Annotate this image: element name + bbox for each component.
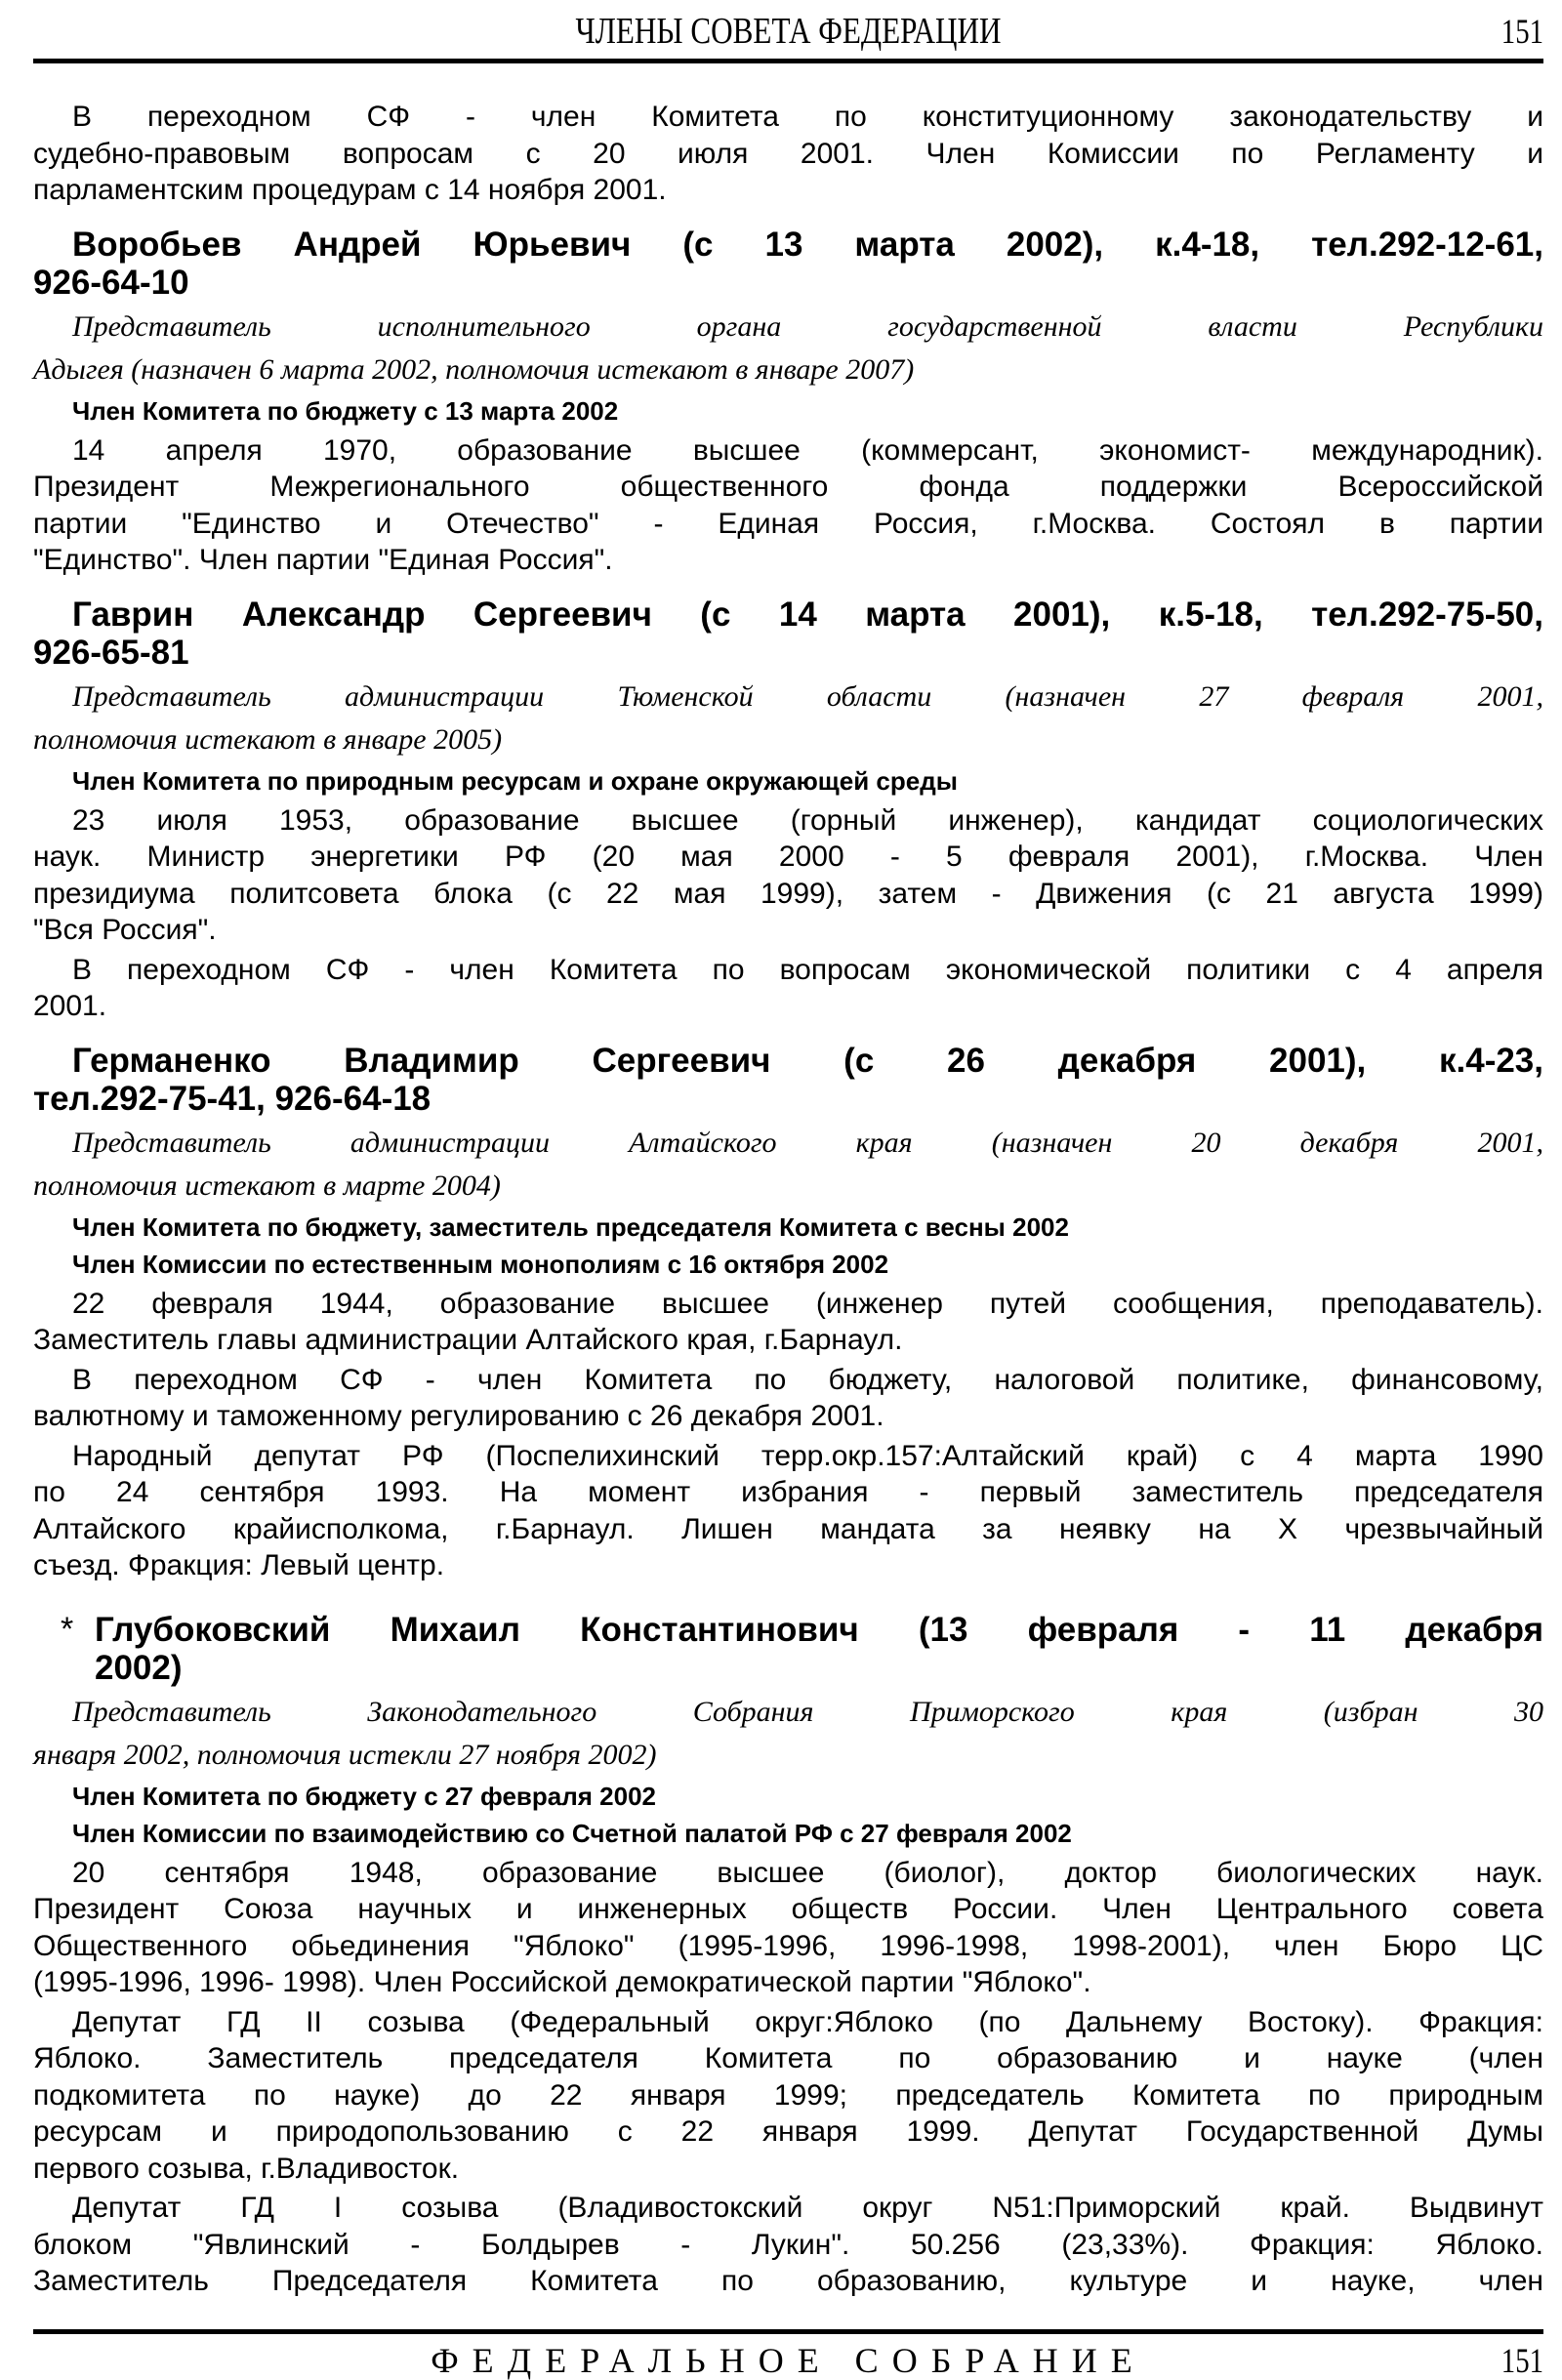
text-line: Алтайского крайисполкома, г.Барнаул. Лишен мандата за неявку на X чрезвычайный: [33, 1512, 1543, 1545]
committee-line: Член Комитета по бюджету с 27 февраля 2002: [72, 1781, 656, 1811]
text-line: тел.292-75-41, 926-64-18: [33, 1079, 432, 1118]
text-line: 14 апреля 1970, образование высшее (коммерсант, экономист- международник).: [72, 433, 1543, 467]
biography-paragraph: [33, 1438, 1543, 1584]
footer-page-number: 151: [1500, 2341, 1543, 2380]
text-line: парламентским процедурам с 14 ноября 2001.: [33, 174, 667, 206]
text-line: валютному и таможенному регулированию с 26 декабря 2001.: [33, 1400, 884, 1432]
text-line: съезд. Фракция: Левый центр.: [33, 1549, 445, 1581]
biography-paragraph: [33, 1286, 1543, 1359]
text-line: 2002): [95, 1648, 183, 1687]
member-name-heading: [33, 226, 1543, 302]
text-line: Яблоко. Заместитель председателя Комитета по образованию и науке (член: [33, 2042, 1543, 2074]
text-line: В переходном СФ - член Комитета по конституционному законодательству и: [72, 101, 1543, 133]
running-footer: [33, 2341, 1543, 2380]
text-line: Заместитель Председателя Комитета по образованию, культуре и науке, член: [33, 2265, 1543, 2297]
text-line: Заместитель главы администрации Алтайского края, г.Барнаул.: [33, 1324, 903, 1356]
biography-paragraph: [33, 952, 1543, 1025]
committee-line: Член Комитета по бюджету, заместитель председателя Комитета с весны 2002: [72, 1211, 1069, 1242]
footer-title: ФЕДЕРАЛЬНОЕ СОБРАНИЕ: [431, 2341, 1146, 2380]
text-line: Представитель администрации Тюменской области (назначен 27 февраля 2001,: [72, 679, 1543, 713]
asterisk-mark: *: [61, 1610, 74, 1648]
text-line: Представитель Законодательного Собрания Приморского края (избран 30: [72, 1695, 1543, 1728]
text-line: Президент Межрегионального общественного фонда поддержки Всероссийской: [33, 471, 1543, 503]
text-line: судебно-правовым вопросам с 20 июля 2001. Член Комиссии по Регламенту и: [33, 137, 1543, 170]
member-name-heading: [33, 1042, 1543, 1118]
text-line: Общественного обьединения "Яблоко" (1995-1996, 1996-1998, 1998-2001), член Бюро ЦС: [33, 1929, 1543, 1962]
text-line: полномочия истекают в марте 2004): [33, 1169, 501, 1202]
biography-paragraph: [33, 1362, 1543, 1435]
text-line: В переходном СФ - член Комитета по бюджету, налоговой политике, финансовому,: [72, 1363, 1543, 1396]
text-line: Гаврин Александр Сергеевич (с 14 марта 2001), к.5-18, тел.292-75-50,: [72, 595, 1543, 634]
text-line: полномочия истекают в январе 2005): [33, 722, 503, 756]
member-name-heading: [33, 1611, 1543, 1687]
text-line: Народный депутат РФ (Поспелихинский терр.окр.157:Алтайский край) с 4 марта 1990: [72, 1439, 1543, 1472]
biography-paragraph: [33, 432, 1543, 579]
text-line: партии "Единство и Отечество" - Единая Россия, г.Москва. Состоял в партии: [33, 507, 1543, 540]
committee-line: Член Комиссии по взаимодействию со Счетной палатой РФ с 27 февраля 2002: [72, 1818, 1072, 1848]
biography-paragraph: [33, 802, 1543, 949]
committee-memberships: [33, 1778, 1543, 1852]
text-line: ресурсам и природопользованию с 22 января 1999. Депутат Государственной Думы: [33, 2115, 1543, 2148]
text-line: блоком "Явлинский - Болдырев - Лукин". 50.256 (23,33%). Фракция: Яблоко.: [33, 2228, 1543, 2261]
representation-note: [33, 676, 1543, 761]
biography-paragraph: [33, 2190, 1543, 2300]
text-line: подкомитета по науке) до 22 января 1999; председатель Комитета по природным: [33, 2078, 1543, 2112]
text-line: 926-65-81: [33, 633, 189, 672]
representation-note: [33, 1122, 1543, 1208]
biography-paragraph: [33, 1855, 1543, 2001]
running-header: [33, 8, 1543, 55]
representation-note: [33, 1691, 1543, 1777]
page-content: [33, 99, 1543, 2300]
text-line: Представитель исполнительного органа государственной власти Республики: [72, 309, 1543, 343]
text-line: января 2002, полномочия истекли 27 ноября 2002): [33, 1738, 657, 1771]
text-line: Воробьев Андрей Юрьевич (с 13 марта 2002), к.4-18, тел.292-12-61,: [72, 225, 1543, 264]
text-line: Германенко Владимир Сергеевич (с 26 декабря 2001), к.4-23,: [72, 1041, 1543, 1080]
text-line: Депутат ГД II созыва (Федеральный округ:Яблоко (по Дальнему Востоку). Фракция:: [72, 2005, 1543, 2038]
member-name-heading: [33, 595, 1543, 672]
header-rule: [33, 59, 1543, 63]
representation-note: [33, 306, 1543, 391]
committee-memberships: [33, 392, 1543, 430]
text-line: 23 июля 1953, образование высшее (горный инженер), кандидат социологических: [72, 803, 1543, 837]
text-line: "Единство". Член партии "Единая Россия".: [33, 544, 613, 576]
text-line: Депутат ГД I созыва (Владивостокский округ N51:Приморский край. Выдвинут: [72, 2192, 1543, 2224]
text-line: наук. Министр энергетики РФ (20 мая 2000 - 5 февраля 2001), г.Москва. Член: [33, 841, 1543, 873]
text-line: В переходном СФ - член Комитета по вопросам экономической политики с 4 апреля: [72, 953, 1543, 986]
biography-paragraph: [33, 2004, 1543, 2188]
committee-line: Член Комитета по бюджету с 13 марта 2002: [72, 395, 619, 426]
text-line: 2001.: [33, 990, 107, 1022]
committee-memberships: [33, 762, 1543, 800]
text-line: "Вся Россия".: [33, 914, 217, 946]
header-title: ЧЛЕНЫ СОВЕТА ФЕДЕРАЦИИ: [575, 11, 1002, 52]
footer-rule: [33, 2329, 1543, 2334]
text-line: Глубоковский Михаил Константинович (13 февраля - 11 декабря: [95, 1610, 1543, 1649]
committee-line: Член Комиссии по естественным монополиям с 16 октября 2002: [72, 1249, 889, 1279]
text-line: 20 сентября 1948, образование высшее (биолог), доктор биологических наук.: [72, 1856, 1543, 1889]
text-line: первого созыва, г.Владивосток.: [33, 2152, 460, 2185]
committee-line: Член Комитета по природным ресурсам и охране окружающей среды: [72, 765, 958, 796]
text-line: (1995-1996, 1996- 1998). Член Российской демократической партии "Яблоко".: [33, 1966, 1091, 1998]
committee-memberships: [33, 1209, 1543, 1283]
text-line: 22 февраля 1944, образование высшее (инженер путей сообщения, преподаватель).: [72, 1287, 1543, 1320]
text-line: Представитель администрации Алтайского края (назначен 20 декабря 2001,: [72, 1126, 1543, 1159]
text-line: президиума политсовета блока (с 22 мая 1999), затем - Движения (с 21 августа 1999): [33, 877, 1543, 910]
intro-paragraph: [33, 99, 1543, 209]
text-line: по 24 сентября 1993. На момент избрания - первый заместитель председателя: [33, 1476, 1543, 1508]
text-line: 926-64-10: [33, 263, 189, 302]
text-line: Президент Союза научных и инженерных обществ России. Член Центрального совета: [33, 1893, 1543, 1925]
header-page-number: 151: [1500, 12, 1543, 51]
text-line: Адыгея (назначен 6 марта 2002, полномочия истекают в январе 2007): [33, 352, 915, 386]
